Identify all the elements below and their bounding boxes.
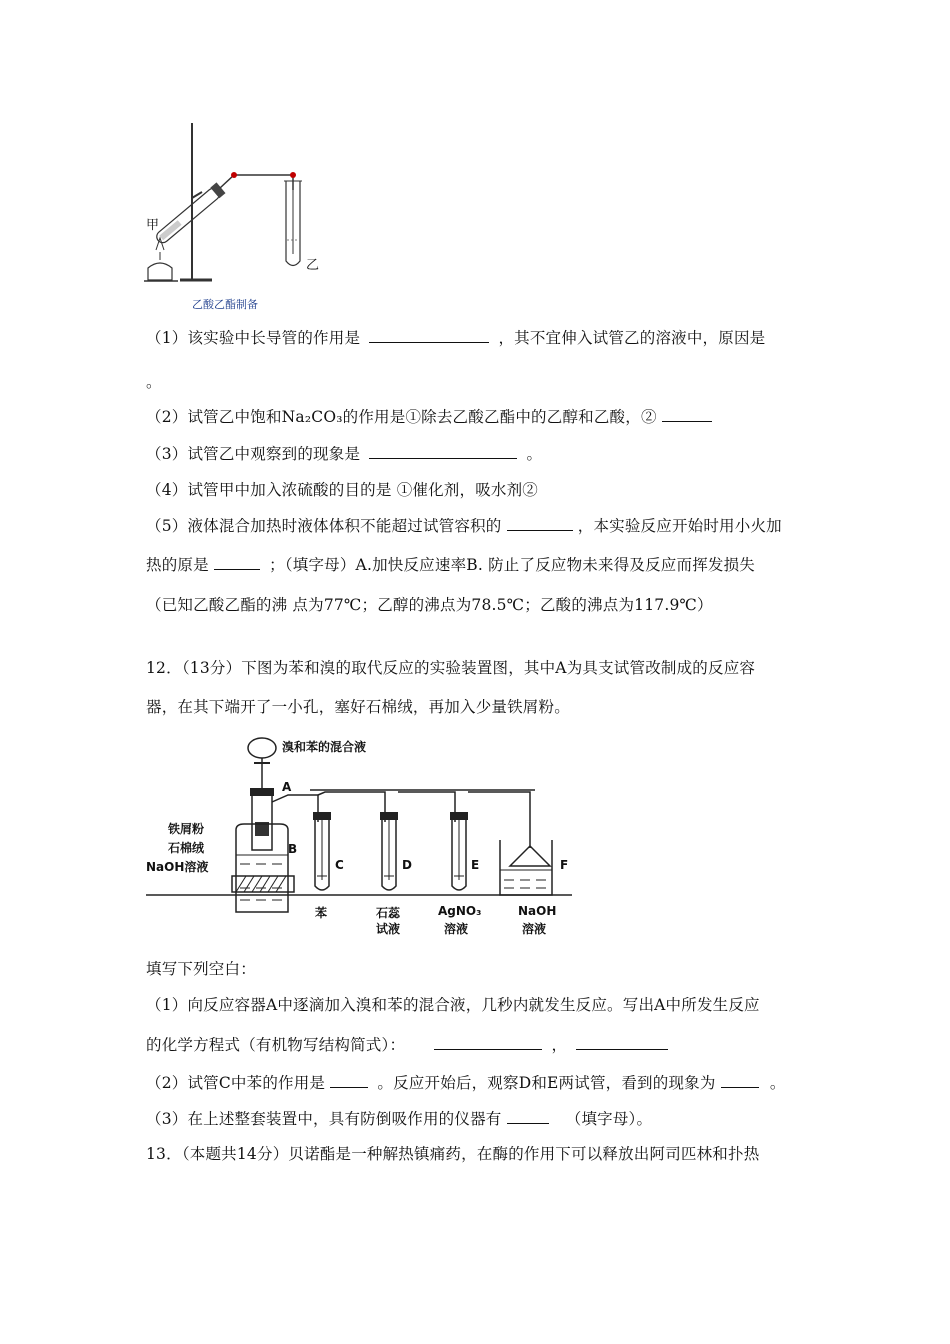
q11-p1-text-b: ，其不宜伸入试管乙的溶液中，原因是: [498, 329, 766, 347]
q11-boiling-points: （已知乙酸乙酯的沸 点为77℃；乙醇的沸点为78.5℃；乙酸的沸点为117.9℃）: [146, 596, 713, 614]
label-C: C: [335, 858, 344, 872]
label-agno3-1: AgNO₃: [438, 904, 482, 918]
label-litmus-2: 试液: [376, 922, 401, 936]
q12-s1-text: 的化学方程式（有机物写结构简式）：: [146, 1036, 406, 1054]
q11-p5-text-d: ；（填字母）A.加快反应速率B. 防止了反应物未来得及反应而挥发损失: [269, 556, 756, 574]
q12-s2-text-a: （2）试管C中苯的作用是: [146, 1074, 326, 1092]
label-asbestos: 石棉绒: [168, 841, 205, 855]
q11-part5: [146, 514, 782, 536]
q12-sub1-line1: （1）向反应容器A中逐滴加入溴和苯的混合液，几秒内就发生反应。写出A中所发生反应: [146, 996, 760, 1014]
joint-dot: [290, 172, 296, 178]
q11-p5-text-c: 热的原是: [146, 556, 209, 574]
label-E: E: [471, 858, 480, 872]
answer-blank[interactable]: [662, 407, 712, 422]
q11-part1-end: 。: [146, 373, 162, 391]
label-jia: 甲: [146, 218, 160, 233]
label-mixture: 溴和苯的混合液: [282, 740, 367, 754]
ester-apparatus-drawing: [140, 118, 340, 318]
q11-part5-cont: [146, 553, 755, 575]
q12-s3-text-a: （3）在上述整套装置中，具有防倒吸作用的仪器有: [146, 1110, 502, 1128]
q11-part3: [146, 442, 542, 464]
label-naoh-1: NaOH: [518, 904, 557, 918]
label-B: B: [288, 842, 298, 856]
q11-p2-text: （2）试管乙中饱和Na₂CO₃的作用是①除去乙酸乙酯中的乙醇和乙酸，②: [146, 408, 657, 426]
figure-ester-apparatus: [140, 118, 340, 318]
q11-part2: [146, 405, 712, 427]
answer-blank[interactable]: [507, 516, 573, 531]
joint-dot: [231, 172, 237, 178]
q12-s2-text-c: 。: [769, 1074, 786, 1092]
bromination-apparatus-drawing: [140, 730, 580, 945]
q11-p3-text-b: 。: [526, 445, 543, 463]
q12-s2-text-b: 。反应开始后，观察D和E两试管，看到的现象为: [377, 1074, 716, 1092]
answer-blank[interactable]: [507, 1109, 549, 1124]
label-iron: 铁屑粉: [168, 822, 205, 836]
q12-s3-text-b: （填字母）。: [565, 1110, 653, 1128]
label-litmus-1: 石蕊: [376, 906, 401, 920]
answer-blank[interactable]: [214, 555, 260, 570]
q12-sub3: [146, 1107, 652, 1129]
q12-sub2: [146, 1071, 786, 1093]
label-yi: 乙: [306, 258, 320, 273]
q11-p3-text-a: （3）试管乙中观察到的现象是: [146, 445, 361, 463]
label-agno3-2: 溶液: [444, 922, 469, 936]
q12-intro-line1: 12．（13分）下图为苯和溴的取代反应的实验装置图，其中A为具支试管改制成的反应容: [146, 659, 756, 677]
label-benzene: 苯: [315, 906, 328, 920]
q12-sub1-line2: [146, 1033, 668, 1055]
figure-caption: 乙酸乙酯制备: [192, 298, 258, 311]
answer-blank[interactable]: [369, 444, 517, 459]
q12-s1-sep: ，: [551, 1036, 568, 1054]
label-A: A: [282, 780, 292, 794]
answer-blank[interactable]: [576, 1035, 668, 1050]
q13-intro: 13．（本题共14分）贝诺酯是一种解热镇痛药，在酶的作用下可以释放出阿司匹林和扑热: [146, 1145, 760, 1163]
label-F: F: [560, 858, 569, 872]
figure-bromination-apparatus: [140, 730, 580, 945]
answer-blank[interactable]: [434, 1035, 542, 1050]
answer-blank[interactable]: [721, 1073, 759, 1088]
q11-part4: （4）试管甲中加入浓硫酸的目的是 ①催化剂，吸水剂②: [146, 481, 538, 499]
q11-p5-text-b: ，本实验反应开始时用小火加: [577, 517, 782, 535]
q12-intro-line2: 器，在其下端开了一小孔，塞好石棉绒，再加入少量铁屑粉。: [146, 698, 570, 716]
label-naoh-left: NaOH溶液: [146, 860, 209, 874]
q11-p5-text-a: （5）液体混合加热时液体体积不能超过试管容积的: [146, 517, 502, 535]
label-naoh-2: 溶液: [522, 922, 547, 936]
q11-part1: [146, 326, 765, 348]
q11-p1-text-a: （1）该实验中长导管的作用是: [146, 329, 361, 347]
q12-fill-instruction: 填写下列空白：: [146, 960, 256, 978]
answer-blank[interactable]: [369, 328, 489, 343]
answer-blank[interactable]: [330, 1073, 368, 1088]
label-D: D: [402, 858, 412, 872]
